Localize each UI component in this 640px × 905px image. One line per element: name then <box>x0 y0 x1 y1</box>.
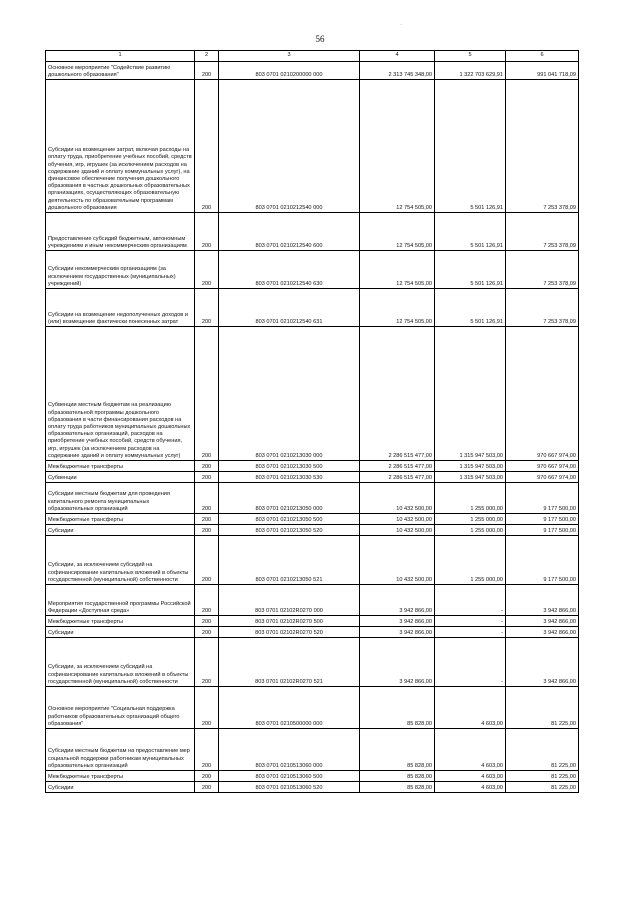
row-budget-code: 803 0701 0210213030 530 <box>219 472 360 483</box>
row-amount-col4: 2 286 515 477,00 <box>360 327 435 461</box>
column-header-3: 3 <box>219 51 360 62</box>
row-amount-col5: - <box>435 585 506 616</box>
row-amount-col6: 3 942 866,00 <box>506 585 579 616</box>
row-amount-col6: 3 942 866,00 <box>506 627 579 638</box>
row-amount-col4: 10 432 500,00 <box>360 483 435 514</box>
row-amount-col6: 9 177 500,00 <box>506 536 579 585</box>
row-amount-col6: 970 667 974,00 <box>506 461 579 472</box>
row-grbs-code: 200 <box>195 461 219 472</box>
row-name: Субсидии <box>46 627 195 638</box>
row-amount-col5: 5 501 126,91 <box>435 289 506 327</box>
row-budget-code: 803 0701 0210212540 600 <box>219 213 360 251</box>
row-budget-code: 803 0701 0210212540 000 <box>219 80 360 213</box>
row-name: Межбюджетные трансферты <box>46 616 195 627</box>
row-grbs-code: 200 <box>195 483 219 514</box>
row-amount-col4: 85 828,00 <box>360 687 435 729</box>
row-amount-col4: 12 754 505,00 <box>360 213 435 251</box>
row-amount-col4: 10 432 500,00 <box>360 525 435 536</box>
table-row <box>46 536 579 585</box>
row-name: Субсидии <box>46 525 195 536</box>
row-amount-col5: 1 255 000,00 <box>435 514 506 525</box>
row-amount-col4: 85 828,00 <box>360 729 435 771</box>
row-amount-col6: 7 253 378,09 <box>506 213 579 251</box>
row-amount-col6: 81 225,00 <box>506 782 579 793</box>
row-budget-code: 803 0701 02102R0270 521 <box>219 638 360 687</box>
row-amount-col5: - <box>435 616 506 627</box>
row-amount-col5: 4 603,00 <box>435 729 506 771</box>
row-budget-code: 803 0701 0210513060 500 <box>219 771 360 782</box>
row-budget-code: 803 0701 0210213030 500 <box>219 461 360 472</box>
row-amount-col5: 1 255 000,00 <box>435 483 506 514</box>
column-header-6: 6 <box>506 51 579 62</box>
row-amount-col5: 1 255 000,00 <box>435 525 506 536</box>
row-grbs-code: 200 <box>195 616 219 627</box>
row-amount-col4: 10 432 500,00 <box>360 536 435 585</box>
row-amount-col4: 3 942 866,00 <box>360 638 435 687</box>
row-budget-code: 803 0701 02102R0270 520 <box>219 627 360 638</box>
row-amount-col6: 81 225,00 <box>506 729 579 771</box>
row-name: Субсидии на возмещение затрат, включая расходы на оплату труда, приобретение учебных пособий, средств обучения, игр, игрушек (за исключением расходов на содержание зданий и оплату коммунальных услуг), на финансовое обеспечение получения дошкольного образования в частных дошкольных образовательных организациях, осуществляющих образовательную деятельность по образовательным программам дошкольного образования <box>46 80 195 213</box>
row-amount-col5: 1 322 703 629,91 <box>435 62 506 80</box>
table-body <box>46 62 579 793</box>
row-budget-code: 803 0701 0210213050 520 <box>219 525 360 536</box>
table-row <box>46 80 579 213</box>
table-row <box>46 616 579 627</box>
row-amount-col6: 3 942 866,00 <box>506 638 579 687</box>
row-amount-col5: 4 603,00 <box>435 771 506 782</box>
row-amount-col4: 2 286 515 477,00 <box>360 472 435 483</box>
row-budget-code: 803 0701 0210213050 521 <box>219 536 360 585</box>
row-amount-col4: 12 754 505,00 <box>360 251 435 289</box>
column-header-2: 2 <box>195 51 219 62</box>
row-name: Субсидии на возмещение недополученных доходов и (или) возмещение фактически понесенных затрат <box>46 289 195 327</box>
row-amount-col4: 3 942 866,00 <box>360 627 435 638</box>
row-name: Межбюджетные трансферты <box>46 461 195 472</box>
row-amount-col5: - <box>435 627 506 638</box>
row-budget-code: 803 0701 0210500000 000 <box>219 687 360 729</box>
row-name: Субсидии, за исключением субсидий на софинансирование капитальных вложений в объекты государственной (муниципальной) собственности <box>46 536 195 585</box>
row-amount-col4: 2 313 745 348,00 <box>360 62 435 80</box>
table-row <box>46 461 579 472</box>
row-amount-col5: 4 603,00 <box>435 687 506 729</box>
row-grbs-code: 200 <box>195 771 219 782</box>
row-amount-col6: 7 253 378,09 <box>506 251 579 289</box>
table-row <box>46 585 579 616</box>
column-header-4: 4 <box>360 51 435 62</box>
row-name: Субсидии местным бюджетам для проведения капитального ремонта муниципальных образовательных организаций <box>46 483 195 514</box>
table-row <box>46 327 579 461</box>
table-row <box>46 771 579 782</box>
row-budget-code: 803 0701 0210200000 000 <box>219 62 360 80</box>
row-name: Предоставление субсидий бюджетным, автономным учреждениям и иным некоммерческим организациям <box>46 213 195 251</box>
row-budget-code: 803 0701 02102R0270 500 <box>219 616 360 627</box>
row-amount-col6: 81 225,00 <box>506 687 579 729</box>
scan-mark: · <box>400 22 402 28</box>
row-amount-col6: 970 667 974,00 <box>506 327 579 461</box>
row-amount-col5: 1 315 947 503,00 <box>435 461 506 472</box>
row-grbs-code: 200 <box>195 62 219 80</box>
row-amount-col5: 4 603,00 <box>435 782 506 793</box>
row-amount-col6: 970 667 974,00 <box>506 472 579 483</box>
row-amount-col6: 9 177 500,00 <box>506 483 579 514</box>
table-row <box>46 627 579 638</box>
row-grbs-code: 200 <box>195 585 219 616</box>
budget-table <box>45 50 579 793</box>
row-budget-code: 803 0701 0210513060 520 <box>219 782 360 793</box>
row-name: Основное мероприятие "Содействие развитию дошкольного образования" <box>46 62 195 80</box>
table-row <box>46 483 579 514</box>
row-grbs-code: 200 <box>195 213 219 251</box>
row-amount-col5: 1 255 000,00 <box>435 536 506 585</box>
table-row <box>46 525 579 536</box>
row-name: Субвенции <box>46 472 195 483</box>
row-amount-col4: 85 828,00 <box>360 771 435 782</box>
row-amount-col4: 12 754 505,00 <box>360 289 435 327</box>
row-amount-col6: 9 177 500,00 <box>506 525 579 536</box>
row-grbs-code: 200 <box>195 472 219 483</box>
row-grbs-code: 200 <box>195 327 219 461</box>
table-row <box>46 729 579 771</box>
row-amount-col6: 7 253 378,09 <box>506 289 579 327</box>
row-name: Субвенции местным бюджетам на реализацию образовательной программы дошкольного образования в части финансирования расходов на оплату труда работников муниципальных дошкольных образовательных организаций, расходов на приобретение учебных пособий, средств обучения, игр, игрушек (за исключением расходов на содержание зданий и оплату коммунальных услуг) <box>46 327 195 461</box>
table-row <box>46 289 579 327</box>
row-amount-col5: 1 315 947 503,00 <box>435 327 506 461</box>
page-number: 56 <box>315 34 325 44</box>
row-budget-code: 803 0701 0210212540 630 <box>219 251 360 289</box>
row-budget-code: 803 0701 0210212540 631 <box>219 289 360 327</box>
row-amount-col4: 12 754 505,00 <box>360 80 435 213</box>
row-name: Межбюджетные трансферты <box>46 514 195 525</box>
row-amount-col5: 5 501 126,91 <box>435 213 506 251</box>
table-row <box>46 638 579 687</box>
row-budget-code: 803 0701 0210213030 000 <box>219 327 360 461</box>
row-amount-col4: 10 432 500,00 <box>360 514 435 525</box>
row-amount-col6: 991 041 718,09 <box>506 62 579 80</box>
row-amount-col4: 3 942 866,00 <box>360 616 435 627</box>
table-row <box>46 251 579 289</box>
column-header-1: 1 <box>46 51 195 62</box>
table-row <box>46 472 579 483</box>
row-amount-col4: 3 942 866,00 <box>360 585 435 616</box>
table-row <box>46 687 579 729</box>
row-budget-code: 803 0701 0210513060 000 <box>219 729 360 771</box>
row-grbs-code: 200 <box>195 514 219 525</box>
table-row <box>46 62 579 80</box>
row-grbs-code: 200 <box>195 80 219 213</box>
row-amount-col5: 5 501 126,91 <box>435 251 506 289</box>
row-grbs-code: 200 <box>195 627 219 638</box>
row-amount-col5: - <box>435 638 506 687</box>
row-budget-code: 803 0701 02102R0270 000 <box>219 585 360 616</box>
row-amount-col6: 9 177 500,00 <box>506 514 579 525</box>
row-name: Субсидии <box>46 782 195 793</box>
row-name: Мероприятия государственной программы Российской Федерации «Доступная среда» <box>46 585 195 616</box>
row-grbs-code: 200 <box>195 251 219 289</box>
row-name: Межбюджетные трансферты <box>46 771 195 782</box>
table-row <box>46 782 579 793</box>
header-row <box>46 51 579 62</box>
row-name: Основное мероприятие "Социальная поддержка работников образовательных организаций общего образования" <box>46 687 195 729</box>
row-budget-code: 803 0701 0210213050 000 <box>219 483 360 514</box>
row-grbs-code: 200 <box>195 289 219 327</box>
row-grbs-code: 200 <box>195 536 219 585</box>
row-grbs-code: 200 <box>195 782 219 793</box>
row-grbs-code: 200 <box>195 638 219 687</box>
row-name: Субсидии местным бюджетам на предоставление мер социальной поддержки работникам муниципальных образовательных организаций <box>46 729 195 771</box>
row-amount-col6: 3 942 866,00 <box>506 616 579 627</box>
table-row <box>46 213 579 251</box>
row-grbs-code: 200 <box>195 729 219 771</box>
row-amount-col5: 1 315 947 503,00 <box>435 472 506 483</box>
row-budget-code: 803 0701 0210213050 500 <box>219 514 360 525</box>
row-amount-col4: 85 828,00 <box>360 782 435 793</box>
row-grbs-code: 200 <box>195 525 219 536</box>
row-amount-col4: 2 286 515 477,00 <box>360 461 435 472</box>
row-name: Субсидии, за исключением субсидий на софинансирование капитальных вложений в объекты государственной (муниципальной) собственности <box>46 638 195 687</box>
row-amount-col5: 5 501 126,91 <box>435 80 506 213</box>
column-header-5: 5 <box>435 51 506 62</box>
row-amount-col6: 7 253 378,09 <box>506 80 579 213</box>
row-name: Субсидии некоммерческим организациям (за исключением государственных (муниципальных) учреждений) <box>46 251 195 289</box>
row-amount-col6: 81 225,00 <box>506 771 579 782</box>
table-row <box>46 514 579 525</box>
row-grbs-code: 200 <box>195 687 219 729</box>
